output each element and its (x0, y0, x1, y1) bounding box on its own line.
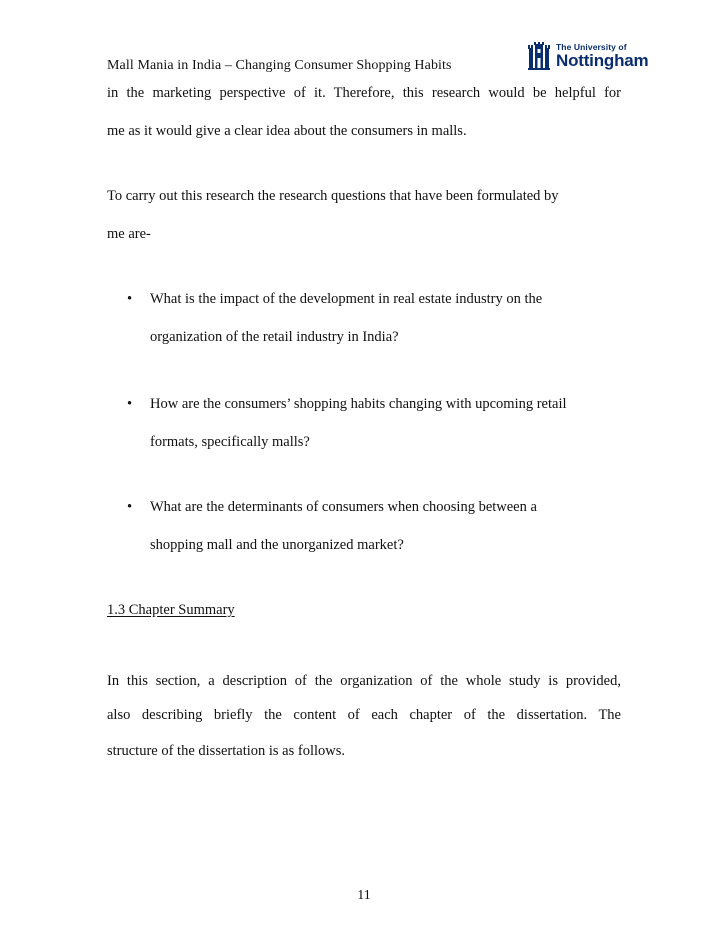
bullet-icon: • (127, 396, 133, 412)
research-question-1-line-2: organization of the retail industry in India? (150, 329, 399, 345)
research-question-2-line-1: How are the consumers’ shopping habits changing with upcoming retail (150, 396, 567, 412)
research-question-2-line-2: formats, specifically malls? (150, 434, 310, 450)
page-number: 11 (357, 888, 371, 903)
running-header-title: Mall Mania in India – Changing Consumer Shopping Habits (107, 58, 452, 73)
research-question-3-line-2: shopping mall and the unorganized market? (150, 537, 404, 553)
bullet-icon: • (127, 499, 133, 515)
paragraph-3-line-3: structure of the dissertation is as follows. (107, 743, 345, 759)
university-logo (528, 42, 648, 70)
paragraph-3-line-1: In this section, a description of the organization of the whole study is provided, (107, 673, 621, 689)
paragraph-3-line-2: also describing briefly the content of each chapter of the dissertation. The (107, 707, 621, 723)
paragraph-1-line-2: me as it would give a clear idea about the consumers in malls. (107, 123, 467, 139)
research-question-3-line-1: What are the determinants of consumers when choosing between a (150, 499, 537, 515)
logo-line-nottingham: Nottingham (556, 51, 649, 71)
university-crest-icon (528, 42, 550, 70)
logo-wordmark (556, 43, 648, 70)
section-heading-chapter-summary: 1.3 Chapter Summary (107, 602, 235, 618)
logo-line-university: The University of (556, 41, 627, 52)
paragraph-1-line-1: in the marketing perspective of it. Therefore, this research would be helpful for (107, 85, 621, 101)
research-question-1-line-1: What is the impact of the development in real estate industry on the (150, 291, 543, 307)
bullet-icon: • (127, 291, 133, 307)
paragraph-2-line-1: To carry out this research the research questions that have been formulated by (107, 188, 559, 204)
paragraph-2-line-2: me are- (107, 226, 151, 242)
